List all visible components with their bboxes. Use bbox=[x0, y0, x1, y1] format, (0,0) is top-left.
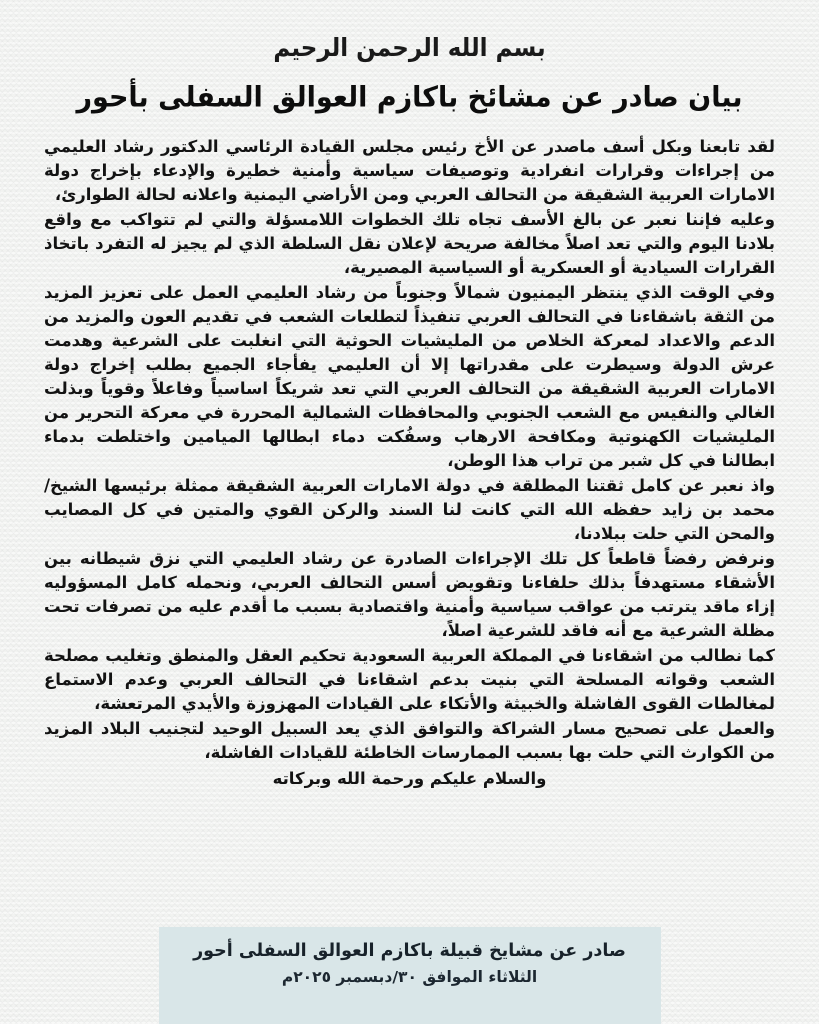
closing-salutation: والسلام عليكم ورحمة الله وبركاته bbox=[272, 769, 547, 788]
statement-paragraph: وعليه فإننا نعبر عن بالغ الأسف تجاه تلك الخطوات اللامسؤلة والتي لم تتواكب مع واقع بلادنا اليوم والتي تعد اصلاً مخالفة صريحة لإعلان نقل السلطة الذي لم يجيز له التفرد باتخاذ القرارات السيادية أو العسكرية أو السياسية المصيرية، bbox=[44, 210, 775, 277]
statement-paragraph: والعمل على تصحيح مسار الشراكة والتوافق الذي يعد السبيل الوحيد لتجنيب البلاد المزيد من الكوارث التي حلت بها بسبب الممارسات الخاطئة للقيادات الفاشلة، bbox=[44, 719, 775, 762]
statement-title: بيان صادر عن مشائخ باكازم العوالق السفلى بأحور bbox=[76, 81, 743, 114]
statement-paragraph: وفي الوقت الذي ينتظر اليمنيون شمالاً وجنوباً من رشاد العليمي العمل على تعزيز المزيد من الثقة باشقاءنا في التحالف العربي تنفيذاً لتطلعات الشعب في تقديم العون والمزيد من الدعم والاعداد لمعركة الخلاص من المليشيات الحوثية التي انغلبت على الشرعية وهدمت عرش الدولة وسيطرت على مقدراتها إلا أن العليمي يفأجاء الجميع بطلب إخراج دولة الامارات العربية الشقيقة من التحالف العربي التي تعد شريكاً اساسياً وفاعلاً وقوياً وبذلت الغالي والنفيس مع الشعب الجنوبي والمحافظات الشمالية المحررة في معركة التحرير من المليشيات الكهنوتية ومكافحة الارهاب وسفُكت دماء ابطالها الميامين واختلطت بدماء ابطالنا في كل شبر من تراب هذا الوطن، bbox=[44, 283, 775, 470]
issuer-line: صادر عن مشايخ قبيلة باكازم العوالق السفلى أحور bbox=[193, 941, 626, 961]
statement-body bbox=[44, 135, 775, 765]
date-line: الثلاثاء الموافق ٣٠/دبسمبر ٢٠٢٥م bbox=[281, 968, 538, 986]
issuer-box bbox=[159, 927, 661, 1024]
statement-paragraph: واذ نعبر عن كامل ثقتنا المطلقة في دولة الامارات العربية الشقيقة ممثلة برئيسها الشيخ/محمد بن زايد حفظه الله التي كانت لنا السند والركن القوي والمتين في كل المصايب والمحن التي حلت ببلادنا، bbox=[44, 476, 775, 543]
statement-paragraph: لقد تابعنا وبكل أسف ماصدر عن الأخ رئيس مجلس القيادة الرئاسي الدكتور رشاد العليمي من إجراءات وقرارات انفرادية وتوصيفات سياسية وأمنية خطيرة والإدعاء بإخراج دولة الامارات العربية الشقيقة من التحالف العربي ومن الأراضي اليمنية واعلانه لحالة الطوارئ، bbox=[44, 137, 775, 204]
statement-paragraph: كما نطالب من اشقاءنا في المملكة العربية السعودية تحكيم العقل والمنطق وتغليب مصلحة الشعب وقواته المسلحة التي بنيت بدعم اشقاءنا في التحالف العربي وعدم الاستماع لمغالطات القوى الفاشلة والخبيثة والأتكاء على القيادات المهزوزة والأيدي المرتعشة، bbox=[44, 646, 775, 713]
basmala-calligraphy: بسم الله الرحمن الرحيم bbox=[273, 34, 546, 63]
statement-paragraph: ونرفض رفضاً قاطعاً كل تلك الإجراءات الصادرة عن رشاد العليمي التي نزق شيطانه بين الأشقاء مستهدفاً بذلك حلفاءنا وتقويض أسس التحالف العربي، ونحمله كامل المسؤوليه إزاء ماقد يترتب من عواقب سياسية وأمنية واقتصادية بسبب ما أقدم عليه من تصرفات تحت مظلة الشرعية مع أنه فاقد للشرعية اصلاً، bbox=[44, 549, 775, 640]
